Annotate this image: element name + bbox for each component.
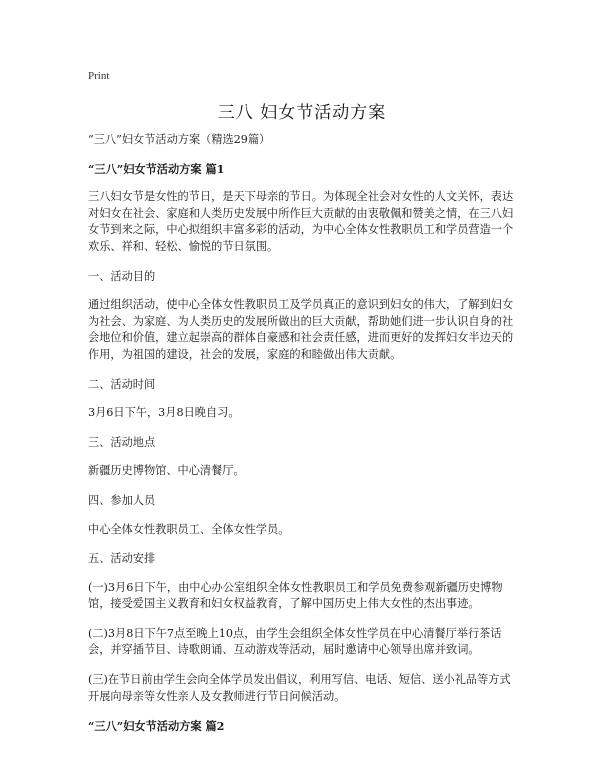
- heading-place: 三、活动地点: [88, 435, 156, 449]
- intro-paragraph: 三八妇女节是女性的节日，是天下母亲的节日。为体现全社会对女性的人文关怀，表达对妇女在社会、家庭和人类历史发展中所作巨大贡献的由衷敬佩和赞美之情，在三八妇女节到来之际，中心拟组织丰富多彩的活动，为中心全体女性教职员工和学员营造一个欢乐、祥和、轻松、愉悦的节日氛围。: [88, 190, 514, 253]
- document-subtitle: “三八”妇女节活动方案（精选29篇）: [88, 133, 271, 146]
- section-1-title: “三八”妇女节活动方案 篇1: [88, 161, 225, 176]
- plan-item-3: (三)在节日前由学生会向全体学员发出倡议，利用写信、电话、短信、送小礼品等方式开展向母亲等女性亲人及女教师进行节日问候活动。: [88, 673, 511, 703]
- heading-people: 四、参加人员: [88, 493, 156, 507]
- section-2-title: “三八”妇女节活动方案 篇2: [88, 719, 225, 734]
- heading-time: 二、活动时间: [88, 377, 156, 391]
- document-body: [88, 132, 516, 747]
- print-link[interactable]: Print: [88, 70, 110, 82]
- plan-item-2: (二)3月8日下午7点至晚上10点，由学生会组织全体女性学员在中心清餐厅举行茶话会，并穿插节目、诗歌朗诵、互动游戏等活动，届时邀请中心领导出席并致词。: [88, 626, 502, 657]
- heading-plan: 五、活动安排: [88, 552, 156, 566]
- heading-purpose: 一、活动目的: [88, 269, 156, 283]
- page-title: 三八 妇女节活动方案: [217, 103, 387, 123]
- people-paragraph: 中心全体女性教职员工、全体女性学员。: [88, 522, 290, 536]
- purpose-paragraph: 通过组织活动，使中心全体女性教职员工及学员真正的意识到妇女的伟大，了解到妇女为社会、为家庭、为人类历史的发展所做出的巨大贡献，帮助她们进一步认识自身的社会地位和价值，建立起崇高的群体自豪感和社会责任感，进而更好的发挥妇女半边天的作用，为祖国的建设，社会的发展，家庭的和睦做出伟大贡献。: [88, 298, 514, 361]
- plan-item-1: (一)3月6日下午，由中心办公室组织全体女性教职员工和学员免费参观新疆历史博物馆，接受爱国主义教育和妇女权益教育，了解中国历史上伟大女性的杰出事迹。: [88, 580, 503, 611]
- place-paragraph: 新疆历史博物馆、中心清餐厅。: [88, 464, 245, 478]
- time-paragraph: 3月6日下午，3月8日晚自习。: [88, 406, 240, 420]
